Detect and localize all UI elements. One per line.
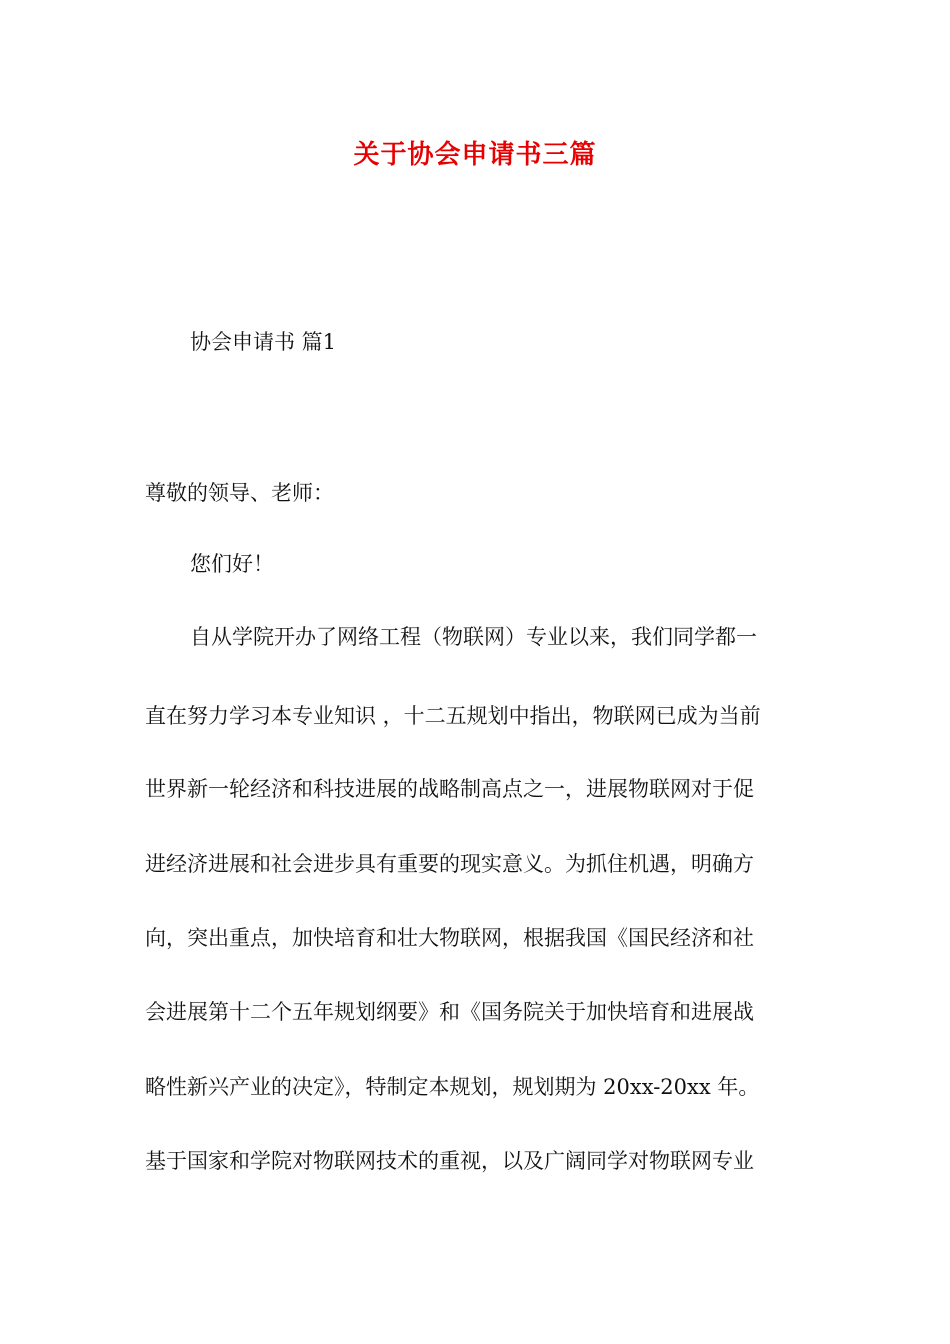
body-line: 基于国家和学院对物联网技术的重视，以及广阔同学对物联网专业 bbox=[145, 1149, 754, 1173]
document-title: 关于协会申请书三篇 bbox=[353, 140, 597, 170]
body-line: 直在努力学习本专业知识 ，十二五规划中指出，物联网已成为当前 bbox=[145, 704, 761, 728]
salutation: 尊敬的领导、老师： bbox=[145, 481, 334, 505]
body-line: 进经济进展和社会进步具有重要的现实意义。为抓住机遇，明确方 bbox=[145, 852, 754, 876]
body-line: 自从学院开办了网络工程（物联网）专业以来，我们同学都一 bbox=[190, 625, 757, 649]
body-line: 略性新兴产业的决定》，特制定本规划，规划期为 20xx-20xx 年。 bbox=[145, 1075, 760, 1099]
body-line: 世界新一轮经济和科技进展的战略制高点之一，进展物联网对于促 bbox=[145, 777, 754, 801]
greeting: 您们好！ bbox=[190, 552, 274, 576]
body-line: 向，突出重点，加快培育和壮大物联网，根据我国《国民经济和社 bbox=[145, 926, 754, 950]
section-heading: 协会申请书 篇1 bbox=[190, 330, 337, 354]
body-line: 会进展第十二个五年规划纲要》和《国务院关于加快培育和进展战 bbox=[145, 1000, 754, 1024]
